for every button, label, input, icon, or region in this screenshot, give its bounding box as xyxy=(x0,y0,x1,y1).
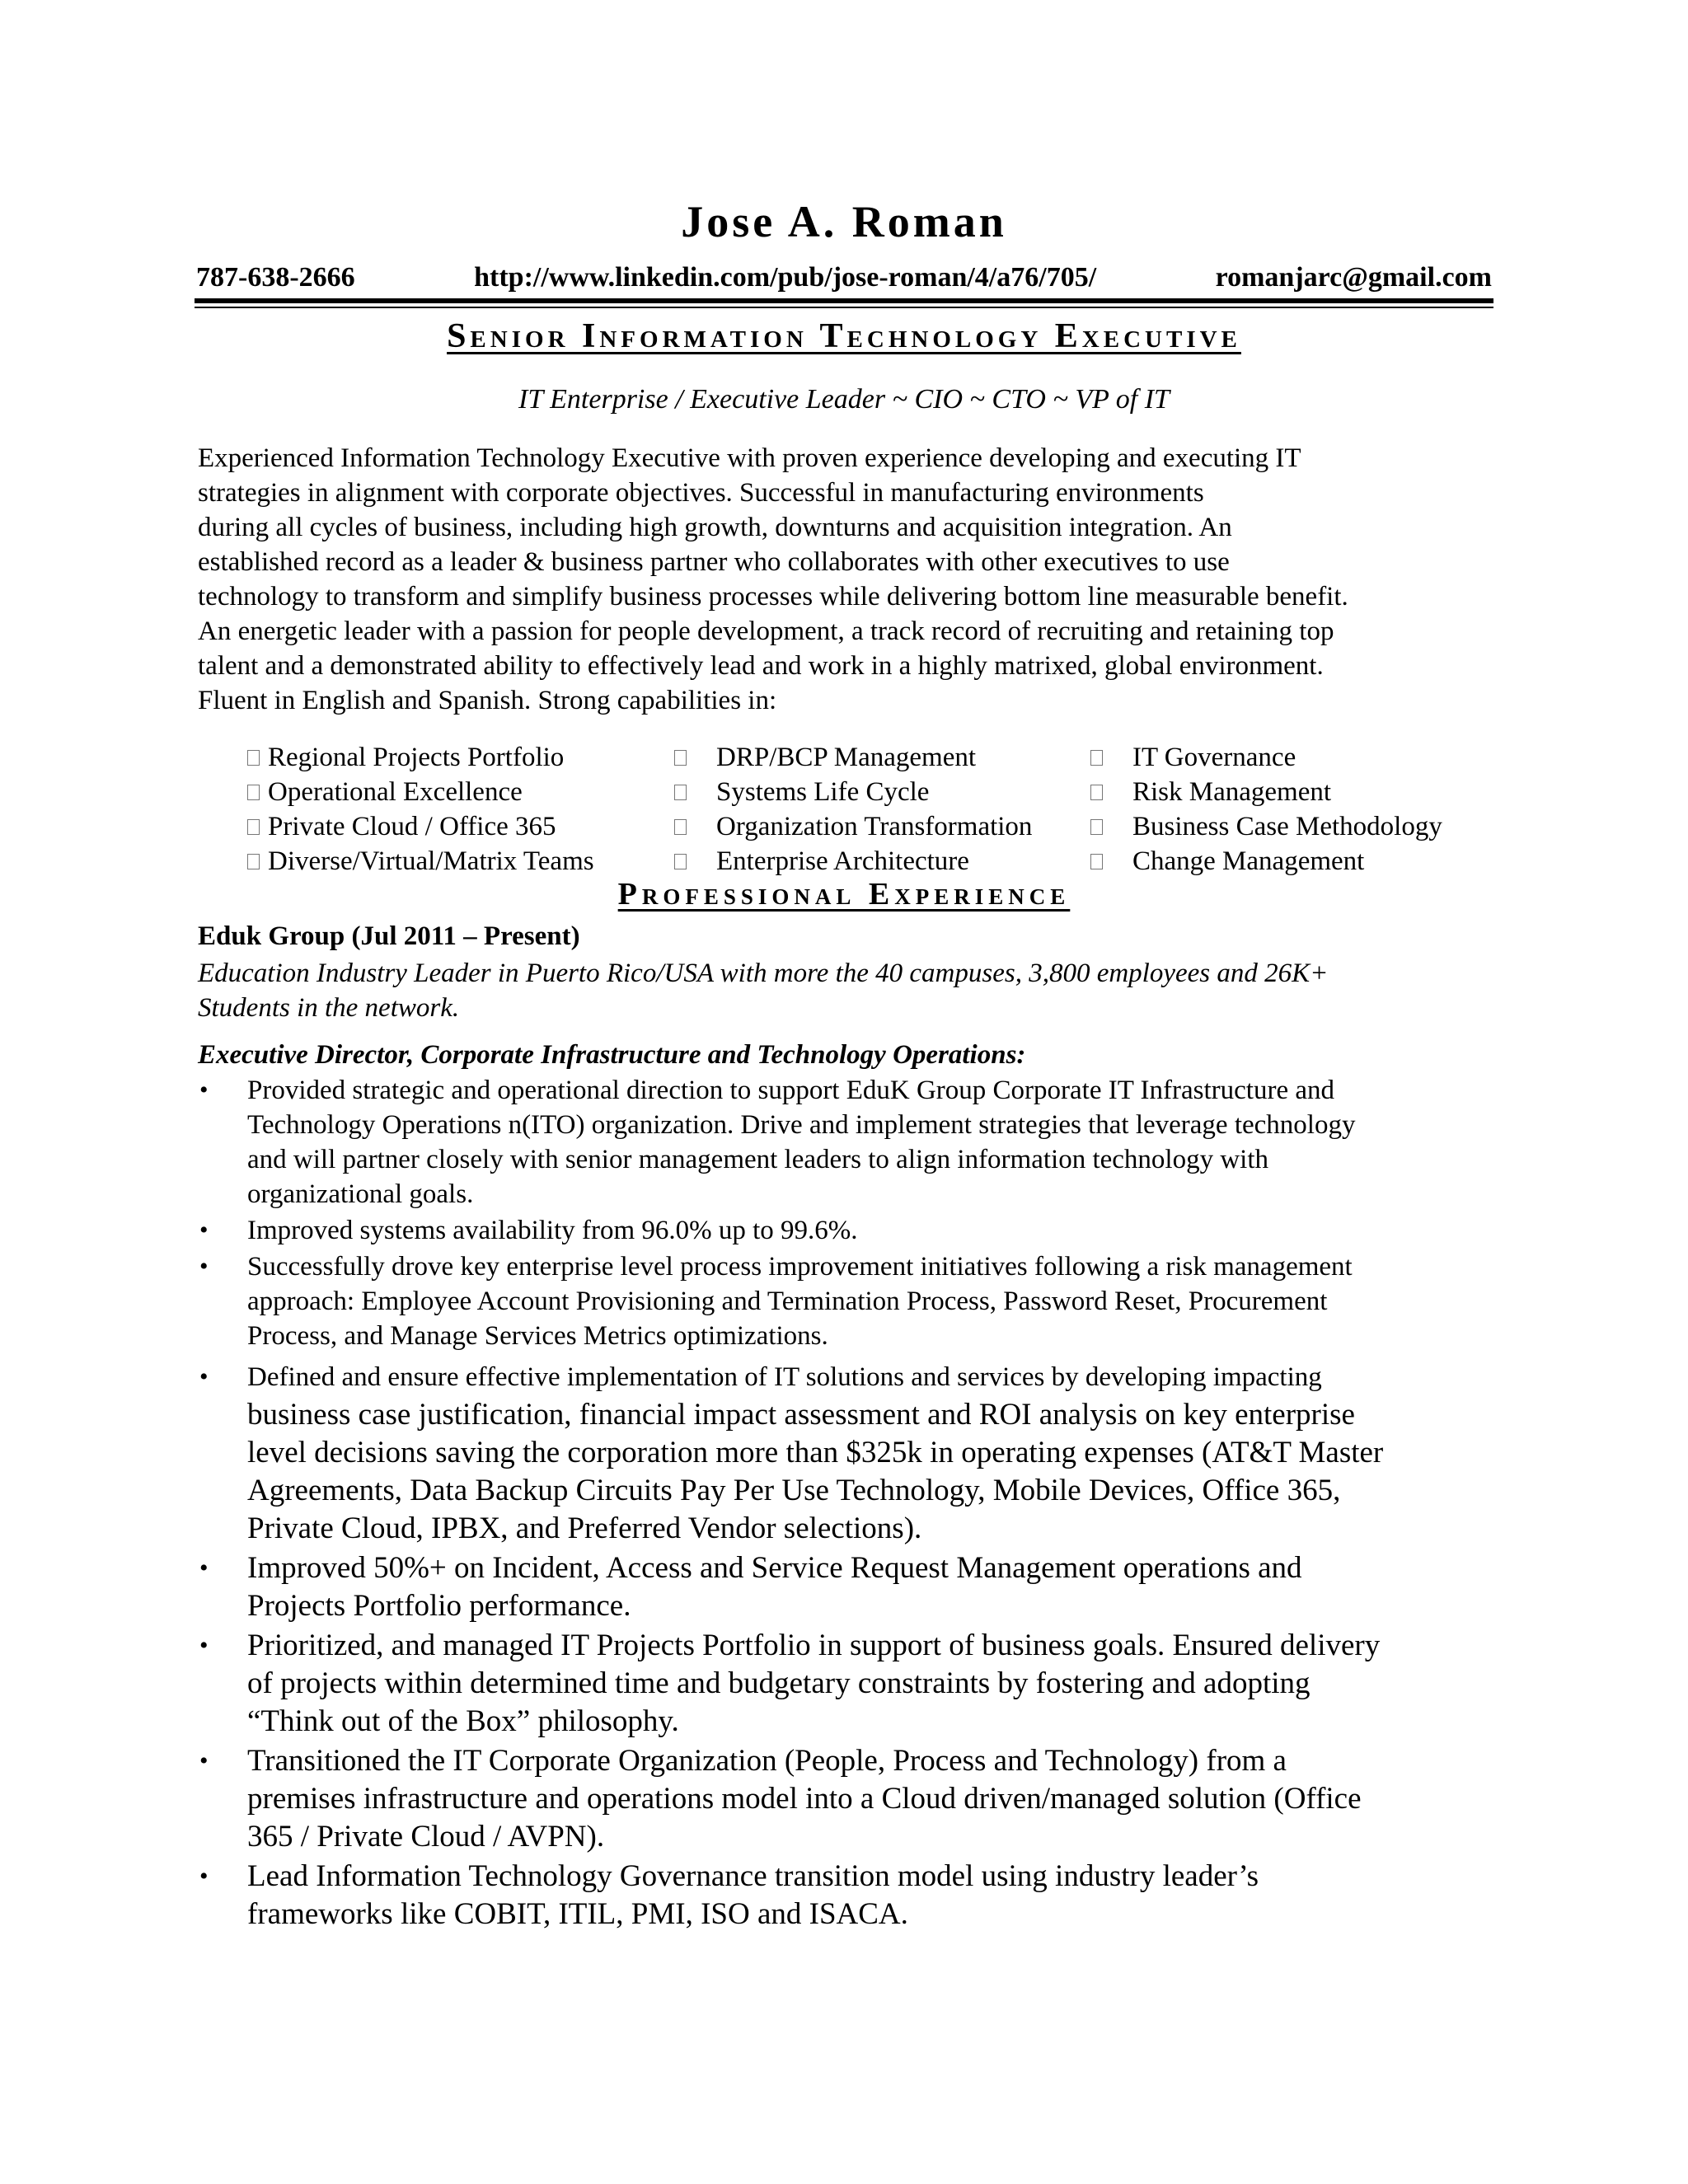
capability-item: Diverse/Virtual/Matrix Teams xyxy=(247,844,666,879)
bullet-icon: • xyxy=(199,1632,209,1659)
achievement-item: • Improved 50%+ on Incident, Access and Service Request Management operations and Projects Portfolio performance. xyxy=(199,1551,1302,1623)
bullet-icon: • xyxy=(199,1253,209,1280)
section-heading xyxy=(0,876,1688,912)
bullet-icon: • xyxy=(199,1216,209,1244)
capability-item: Systems Life Cycle xyxy=(666,775,1082,809)
capability-item: Change Management xyxy=(1082,844,1500,879)
achievement-item: • Successfully drove key enterprise level process improvement initiatives following a risk management approach: Employee Account Provisioning and Termination Process, Password Reset, Procurement Process, and Manage Services Metrics optimizations. xyxy=(198,1249,1500,1353)
headline-text: Senior Information Technology Executive xyxy=(447,317,1241,355)
summary-line: established record as a leader & business partner who collaborates with other executives to use xyxy=(198,547,1230,577)
bullet-icon: • xyxy=(199,1076,209,1104)
achievement-item: • Prioritized, and managed IT Projects Portfolio in support of business goals. Ensured delivery of projects within determined time and budgetary constraints by fostering and adopting “Think out of the Box” philosophy. xyxy=(199,1629,1381,1738)
checkbox-icon xyxy=(247,750,260,766)
achievement-item: • Improved systems availability from 96.0% up to 99.6%. xyxy=(198,1213,1500,1248)
summary-line: during all cycles of business, including high growth, downturns and acquisition integration. An xyxy=(198,513,1232,542)
achievement-list xyxy=(198,1073,1500,1933)
achievement-item: • Transitioned the IT Corporate Organization (People, Process and Technology) from a premises infrastructure and operations model into a Cloud driven/managed solution (Office 365 / Private Cloud / AVPN). xyxy=(199,1744,1362,1854)
employer-description-line: Education Industry Leader in Puerto Rico/USA with more the 40 campuses, 3,800 employees and 26K+ xyxy=(198,958,1329,988)
phone-number: 787-638-2666 xyxy=(196,262,355,293)
summary-line: Fluent in English and Spanish. Strong capabilities in: xyxy=(198,686,777,715)
checkbox-icon xyxy=(674,819,687,835)
bullet-icon: • xyxy=(199,1747,209,1774)
summary xyxy=(198,441,1492,718)
summary-line: An energetic leader with a passion for people development, a track record of recruiting and retaining top xyxy=(198,616,1334,646)
bullet-icon: • xyxy=(199,1363,209,1390)
checkbox-icon xyxy=(1090,750,1103,766)
achievement-item: • Defined and ensure effective implementation of IT solutions and services by developing impacting business case justification, financial impact assessment and ROI analysis on key enterprise level decisions saving the corporation more than $325k in operating expenses (AT&T Master Agreements, Data Backup Circuits Pay Per Use Technology, Mobile Devices, Office 365, Private Cloud, IPBX, and Preferred Vendor selections). xyxy=(198,1358,1500,1548)
checkbox-icon xyxy=(1090,819,1103,835)
capability-item: Regional Projects Portfolio xyxy=(247,740,666,775)
employer-description-line: Students in the network. xyxy=(198,993,460,1023)
checkbox-icon xyxy=(1090,854,1103,869)
capability-item: Risk Management xyxy=(1082,775,1500,809)
capability-item: IT Governance xyxy=(1082,740,1500,775)
bullet-icon: • xyxy=(199,1554,209,1582)
header-divider-thin xyxy=(195,307,1493,308)
checkbox-icon xyxy=(1090,785,1103,800)
checkbox-icon xyxy=(674,854,687,869)
section-heading-text: Professional Experience xyxy=(617,877,1071,912)
headline xyxy=(0,316,1688,356)
employer-description xyxy=(198,956,1492,1025)
summary-line: Experienced Information Technology Executive with proven experience developing and executing IT xyxy=(198,443,1301,473)
capability-item: DRP/BCP Management xyxy=(666,740,1082,775)
capability-item: Private Cloud / Office 365 xyxy=(247,809,666,844)
linkedin-link[interactable]: http://www.linkedin.com/pub/jose-roman/4/a76/705/ xyxy=(474,262,1097,293)
tagline: IT Enterprise / Executive Leader ~ CIO ~ CTO ~ VP of IT xyxy=(518,384,1170,415)
capability-item: Enterprise Architecture xyxy=(666,844,1082,879)
achievement-item: • Provided strategic and operational direction to support EduK Group Corporate IT Infrastructure and Technology Operations n(ITO) organization. Drive and implement strategies that leverage technology and will partner closely with senior management leaders to align information technology with organizational goals. xyxy=(198,1073,1500,1212)
capability-item: Business Case Methodology xyxy=(1082,809,1500,844)
header-divider-thick xyxy=(195,298,1493,303)
checkbox-icon xyxy=(674,785,687,800)
candidate-name: Jose A. Roman xyxy=(681,197,1007,246)
checkbox-icon xyxy=(674,750,687,766)
capabilities-grid xyxy=(247,740,1500,879)
summary-line: technology to transform and simplify business processes while delivering bottom line measurable benefit. xyxy=(198,582,1348,612)
achievement-item: • Lead Information Technology Governance transition model using industry leader’s frameworks like COBIT, ITIL, PMI, ISO and ISACA. xyxy=(199,1859,1259,1931)
contact-line xyxy=(196,262,1492,293)
bullet-icon: • xyxy=(199,1863,209,1890)
capability-item: Organization Transformation xyxy=(666,809,1082,844)
summary-line: strategies in alignment with corporate objectives. Successful in manufacturing environments xyxy=(198,478,1204,508)
capability-item: Operational Excellence xyxy=(247,775,666,809)
checkbox-icon xyxy=(247,854,260,869)
email-link[interactable]: romanjarc@gmail.com xyxy=(1215,262,1492,293)
job-title: Executive Director, Corporate Infrastructure and Technology Operations: xyxy=(198,1040,1026,1070)
summary-line: talent and a demonstrated ability to effectively lead and work in a highly matrixed, global environment. xyxy=(198,651,1324,681)
employer-name: Eduk Group (Jul 2011 – Present) xyxy=(198,921,580,951)
checkbox-icon xyxy=(247,819,260,835)
checkbox-icon xyxy=(247,785,260,800)
